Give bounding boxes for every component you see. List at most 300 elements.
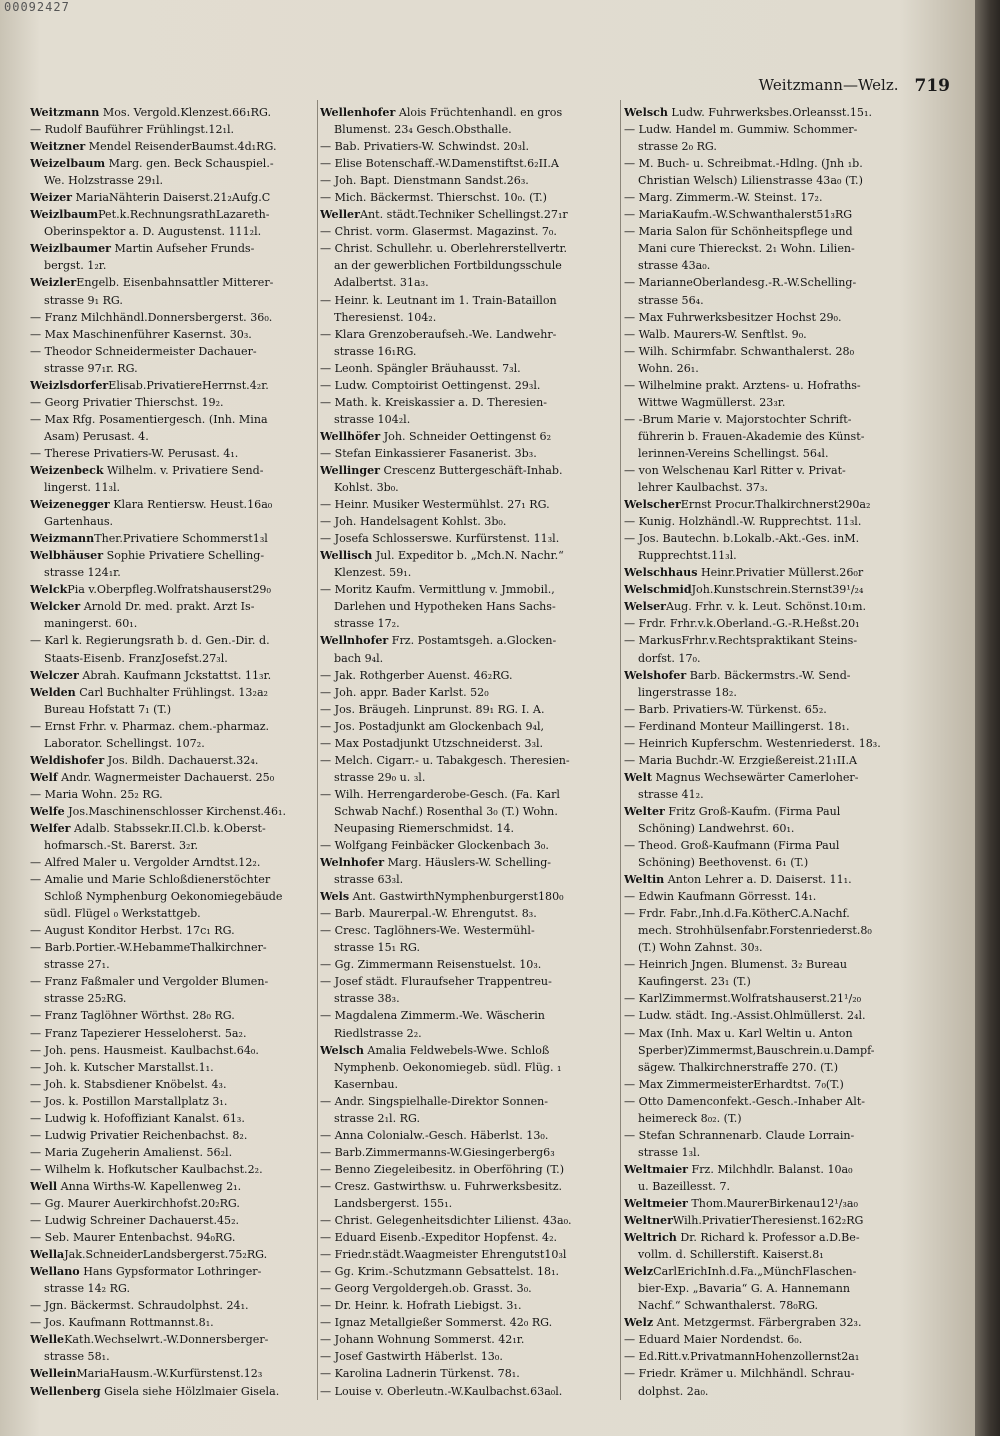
entry-line (30, 1042, 314, 1059)
entry-line (624, 513, 922, 530)
entry-line (30, 326, 314, 343)
entry-line (624, 1076, 922, 1093)
entry-text: Kaufingerst. 23₁ (T.) (638, 975, 751, 989)
entry-line (320, 803, 617, 820)
entry-text: strasse 29₀ u. ₃l. (334, 770, 426, 784)
entry-line (320, 240, 617, 257)
entry-line (624, 479, 922, 496)
entry-surname: Weizlbaum (30, 208, 99, 222)
entry-text: strasse 56₄. (638, 293, 704, 307)
entry-line (624, 496, 922, 513)
entry-line (624, 360, 922, 377)
entry-line (320, 922, 617, 939)
entry-text: lingerst. 11₃l. (44, 481, 121, 495)
entry-line (30, 854, 314, 871)
entry-line (320, 888, 617, 905)
entry-text: — Wilh. Herrengarderobe-Gesch. (Fa. Karl (320, 787, 560, 801)
entry-text: Engelb. Eisenbahnsattler Mitterer- (76, 276, 274, 290)
entry-text: — Heinr. Musiker Westermühlst. 27₁ RG. (320, 498, 550, 512)
entry-line (30, 803, 314, 820)
entry-line (320, 496, 617, 513)
directory-entry (624, 581, 922, 598)
entry-text: — Alfred Maler u. Vergolder Arndtst.12₂. (30, 856, 261, 870)
entry-text: Wittwe Wagmüllerst. 23₃r. (638, 395, 786, 409)
entry-surname: Weltmaier (624, 1162, 688, 1176)
entry-text: — Heinr. k. Leutnant im 1. Train-Bataillon (320, 293, 557, 307)
entry-surname: Wellnhofer (320, 634, 389, 648)
entry-text: — Edwin Kaufmann Görresst. 14₁. (624, 890, 817, 904)
entry-line (624, 939, 922, 956)
entry-text: — MariaKaufm.-W.Schwanthalerst51₃RG (624, 208, 853, 222)
entry-line (320, 1110, 617, 1127)
entry-text: — von Welschenau Karl Ritter v. Privat- (624, 463, 846, 477)
entry-line (30, 462, 314, 479)
entry-text: Landsbergerst. 155₁. (334, 1197, 453, 1210)
entry-line (30, 1246, 314, 1263)
entry-line (320, 292, 617, 309)
directory-entry (30, 206, 314, 240)
entry-text: Abrah. Kaufmann Jckstattst. 11₃r. (78, 668, 272, 682)
entry-text: — Math. k. Kreiskassier a. D. Theresien- (320, 395, 547, 409)
entry-text: an der gewerblichen Fortbildungsschule (334, 259, 562, 273)
entry-text: — Wolfgang Feinbäcker Glockenbach 3₀. (320, 839, 549, 853)
entry-text: — Frdr. Fabr.,Inh.d.Fa.KötherC.A.Nachf. (624, 907, 850, 921)
entry-line (30, 1195, 314, 1212)
entry-line (624, 581, 922, 598)
entry-line (30, 274, 314, 291)
entry-line (30, 564, 314, 581)
entry-text: — Amalie und Marie Schloßdienerstöchter (30, 873, 271, 887)
entry-line (624, 1246, 922, 1263)
entry-line (320, 547, 617, 564)
entry-text: strasse 104₂l. (334, 412, 411, 426)
entry-line (624, 1331, 922, 1348)
entry-line (30, 871, 314, 888)
entry-line (624, 598, 922, 615)
entry-text: Schloß Nymphenburg Oekonomiegebäude (44, 890, 283, 904)
entry-text: Dr. Richard k. Professor a.D.Be- (676, 1231, 860, 1245)
entry-line (320, 172, 617, 189)
entry-surname: Wellano (30, 1265, 80, 1279)
entry-text: Theresienst. 104₂. (334, 310, 437, 324)
directory-entry (30, 377, 314, 462)
entry-line (624, 1280, 922, 1297)
entry-line (30, 1348, 314, 1365)
entry-text: — Ludwig k. Hofoffiziant Kanalst. 61₃. (30, 1111, 245, 1125)
page-number: 719 (914, 76, 950, 96)
entry-text: — Joh. Handelsagent Kohlst. 3b₀. (320, 515, 507, 529)
entry-line (320, 121, 617, 138)
entry-text: MariaNähterin Daiserst.21₂Aufg.C (72, 191, 271, 205)
entry-surname: Weitzner (30, 140, 86, 154)
entry-line (624, 343, 922, 360)
entry-line (320, 479, 617, 496)
entry-line (624, 1042, 922, 1059)
entry-text: mech. Strohhülsenfabr.Forstenriederst.8₀ (638, 924, 872, 938)
page-header (740, 76, 950, 96)
entry-text: bergst. 1₂r. (44, 259, 107, 273)
entry-line (30, 684, 314, 701)
entry-line (624, 1144, 922, 1161)
entry-line (320, 1314, 617, 1331)
entry-surname: Welschhaus (624, 566, 698, 580)
entry-text: — Heinrich Jngen. Blumenst. 3₂ Bureau (624, 958, 847, 972)
directory-entry (624, 1314, 922, 1399)
directory-entry (30, 462, 314, 496)
directory-entry (30, 598, 314, 666)
entry-line (320, 684, 617, 701)
entry-surname: Welcker (30, 600, 81, 614)
entry-line (320, 1365, 617, 1382)
entry-text: Jul. Expeditor b. „Mch.N. Nachr.“ (372, 549, 564, 563)
entry-line (30, 1178, 314, 1195)
directory-entry (30, 820, 314, 1178)
entry-line (30, 1127, 314, 1144)
entry-line (320, 1161, 617, 1178)
entry-line (320, 155, 617, 172)
entry-text: — Andr. Singspielhalle-Direktor Sonnen- (320, 1094, 549, 1108)
column-divider (620, 100, 621, 1400)
entry-line (624, 189, 922, 206)
entry-text: sägew. Thalkirchnerstraffe 270. (T.) (638, 1060, 839, 1074)
entry-text: — Bab. Privatiers-W. Schwindst. 20₃l. (320, 140, 530, 154)
entry-text: Rupprechtst.11₃l. (638, 549, 737, 563)
entry-line (624, 309, 922, 326)
scan-id: 00092427 (4, 0, 70, 14)
entry-line (624, 684, 922, 701)
entry-line (624, 1025, 922, 1042)
entry-text: Kath.Wechselwrt.-W.Donnersberger- (64, 1333, 269, 1347)
entry-line (30, 445, 314, 462)
entry-text: — Franz Taglöhner Wörthst. 28₀ RG. (30, 1009, 235, 1023)
entry-surname: Welsch (320, 1043, 364, 1057)
entry-text: Schöning) Landwehrst. 60₁. (638, 821, 795, 835)
entry-line (30, 990, 314, 1007)
entry-line (320, 530, 617, 547)
entry-text: strasse 25₂RG. (44, 992, 127, 1006)
entry-line (624, 206, 922, 223)
entry-line (30, 343, 314, 360)
directory-entry (30, 1246, 314, 1263)
entry-text: strasse 38₃. (334, 992, 400, 1006)
entry-line (30, 1280, 314, 1297)
entry-text: — Johann Wohnung Sommerst. 42₁r. (320, 1333, 525, 1347)
entry-text: Mos. Vergold.Klenzest.66₁RG. (99, 106, 271, 119)
directory-entry (624, 598, 922, 666)
entry-line (320, 1348, 617, 1365)
entry-text: strasse 9₁ RG. (44, 293, 123, 307)
directory-entry (624, 1229, 922, 1263)
entry-line (624, 1093, 922, 1110)
page-edge (975, 0, 1000, 1436)
directory-entry (30, 803, 314, 820)
entry-line (320, 735, 617, 752)
entry-line (624, 769, 922, 786)
entry-text: (T.) Wohn Zahnst. 30₃. (638, 941, 763, 955)
entry-line (30, 632, 314, 649)
entry-text: Ther.Privatiere Schommerst1₃l (94, 532, 268, 546)
entry-line (320, 1195, 617, 1212)
entry-line (30, 718, 314, 735)
entry-line (624, 257, 922, 274)
entry-text: Pia v.Oberpfleg.Wolfratshauserst29₀ (67, 583, 271, 597)
entry-line (624, 411, 922, 428)
entry-line (624, 240, 922, 257)
entry-text: lingerstrasse 18₂. (638, 685, 737, 699)
entry-line (320, 445, 617, 462)
entry-line (320, 1246, 617, 1263)
entry-line (30, 377, 314, 394)
entry-surname: Welfe (30, 804, 65, 818)
entry-text: Oberinspektor a. D. Augustenst. 111₂l. (44, 225, 262, 239)
entry-line (624, 172, 922, 189)
directory-entry (30, 104, 314, 138)
entry-text: — Cresz. Gastwirthsw. u. Fuhrwerksbesitz. (320, 1179, 563, 1193)
entry-line (624, 394, 922, 411)
entry-text: — Max Postadjunkt Utzschneiderst. 3₃l. (320, 736, 544, 750)
directory-entry (624, 667, 922, 769)
entry-line (320, 462, 617, 479)
entry-text: — Ernst Frhr. v. Pharmaz. chem.-pharmaz. (30, 719, 270, 733)
entry-surname: Welshofer (624, 668, 687, 682)
directory-entry (30, 496, 314, 530)
entry-line (624, 1383, 922, 1400)
entry-line (30, 905, 314, 922)
entry-line (320, 1229, 617, 1246)
entry-line (30, 172, 314, 189)
entry-text: — Ludw. städt. Ing.-Assist.Ohlmüllerst. 2₄l. (624, 1009, 866, 1023)
entry-text: — Anna Colonialw.-Gesch. Häberlst. 13₀. (320, 1128, 549, 1142)
entry-surname: Welck (30, 583, 68, 597)
entry-line (624, 121, 922, 138)
column-2 (320, 104, 617, 1404)
entry-text: — Ludwig Schreiner Dachauerst.45₂. (30, 1214, 240, 1228)
entry-text: — Otto Damenconfekt.-Gesch.-Inhaber Alt- (624, 1094, 866, 1108)
entry-text: Wilhelm. v. Privatiere Send- (103, 463, 264, 477)
entry-line (30, 1212, 314, 1229)
entry-text: — Theod. Groß-Kaufmann (Firma Paul (624, 839, 840, 853)
entry-text: Sophie Privatiere Schelling- (103, 549, 265, 563)
entry-text: — Cresc. Taglöhners-We. Westermühl- (320, 924, 535, 938)
entry-text: — Max (Inh. Max u. Karl Weltin u. Anton (624, 1026, 853, 1040)
entry-line (30, 667, 314, 684)
entry-line (30, 1110, 314, 1127)
entry-line (624, 530, 922, 547)
entry-text: Ant. städt.Techniker Schellingst.27₁r (359, 208, 568, 222)
entry-text: Schöning) Beethovenst. 6₁ (T.) (638, 856, 809, 870)
entry-surname: Weizer (30, 191, 73, 205)
entry-text: Heinr.Privatier Müllerst.26₀r (697, 566, 864, 580)
entry-text: Schwab Nachf.) Rosenthal 3₀ (T.) Wohn. (334, 804, 558, 818)
entry-text: — Leonh. Spängler Bräuhausst. 7₃l. (320, 361, 521, 375)
entry-line (320, 1144, 617, 1161)
entry-text: — Max ZimmermeisterErhardtst. 7₀(T.) (624, 1077, 844, 1091)
entry-text: — Barb.Portier.-W.HebammeThalkirchner- (30, 941, 267, 955)
entry-text: strasse 2₀ RG. (638, 140, 717, 154)
entry-text: Adalb. Stabssekr.II.Cl.b. k.Oberst- (70, 821, 266, 835)
entry-text: Sperber)Zimmermst,Bauschrein.u.Dampf- (638, 1043, 875, 1057)
entry-text: — Jos. Postadjunkt am Glockenbach 9₄l, (320, 719, 545, 733)
entry-text: Alois Früchtenhandl. en gros (395, 106, 563, 119)
entry-line (624, 1161, 922, 1178)
entry-text: Aug. Frhr. v. k. Leut. Schönst.10₁m. (665, 600, 867, 614)
entry-line (624, 1229, 922, 1246)
directory-entry (320, 104, 617, 206)
directory-entry (30, 530, 314, 547)
entry-line (30, 1161, 314, 1178)
entry-text: bier-Exp. „Bavaria“ G. A. Hannemann (638, 1282, 850, 1296)
directory-entry (624, 1263, 922, 1314)
entry-line (320, 905, 617, 922)
directory-entry (624, 1195, 922, 1212)
directory-entry (624, 803, 922, 871)
entry-surname: Welser (624, 600, 666, 614)
entry-text: — Josefa Schlosserswe. Kurfürstenst. 11₃l. (320, 532, 560, 546)
entry-surname: Welfer (30, 821, 71, 835)
entry-text: — Elise Botenschaff.-W.Damenstiftst.6₂II.A (320, 157, 559, 171)
entry-text: strasse 16₁RG. (334, 344, 417, 358)
entry-line (624, 1059, 922, 1076)
entry-line (320, 1280, 617, 1297)
entry-line (624, 956, 922, 973)
entry-surname: Weller (320, 208, 360, 222)
entry-line (624, 1263, 922, 1280)
entry-text: — Gg. Maurer Auerkirchhofst.20₂RG. (30, 1197, 240, 1210)
entry-line (320, 1212, 617, 1229)
entry-text: — Barb.Zimmermanns-W.Giesingerberg6₃ (320, 1145, 555, 1159)
entry-text: — Jos. Bräugeh. Linprunst. 89₁ RG. I. A. (320, 702, 545, 716)
entry-text: strasse 63₃l. (334, 873, 404, 887)
entry-text: — Gg. Krim.-Schutzmann Gebsattelst. 18₁. (320, 1265, 560, 1279)
entry-text: Blumenst. 23₄ Gesch.Obsthalle. (334, 123, 512, 137)
entry-text: — Mich. Bäckermst. Thierschst. 10₀. (T.) (320, 191, 548, 205)
entry-line (624, 871, 922, 888)
entry-line (30, 837, 314, 854)
directory-entry (624, 564, 922, 581)
entry-text: — Dr. Heinr. k. Hofrath Liebigst. 3₁. (320, 1299, 522, 1313)
entry-surname: Welter (624, 804, 665, 818)
entry-text: — Maria Salon für Schönheitspflege und (624, 225, 853, 239)
entry-line (30, 530, 314, 547)
entry-text: — Josef städt. Fluraufseher Trappentreu- (320, 975, 552, 989)
entry-text: — Joh. Bapt. Dienstmann Sandst.26₃. (320, 174, 529, 188)
entry-text: strasse 41₂. (638, 787, 704, 801)
entry-surname: Weltmeier (624, 1197, 688, 1210)
entry-line (320, 1383, 617, 1400)
entry-line (30, 1297, 314, 1314)
entry-line (30, 394, 314, 411)
entry-line (30, 104, 314, 121)
entry-line (624, 837, 922, 854)
entry-line (30, 496, 314, 513)
entry-line (320, 223, 617, 240)
entry-line (624, 615, 922, 632)
entry-surname: Weizler (30, 276, 77, 290)
entry-line (624, 104, 922, 121)
entry-line (624, 1314, 922, 1331)
entry-text: Anna Wirths-W. Kapellenweg 2₁. (57, 1179, 242, 1193)
entry-line (30, 701, 314, 718)
entry-line (30, 581, 314, 598)
entry-line (320, 973, 617, 990)
entry-text: — Franz Faßmaler und Vergolder Blumen- (30, 975, 269, 989)
entry-line (320, 1007, 617, 1024)
entry-text: — Walb. Maurers-W. Senftlst. 9₀. (624, 327, 807, 341)
entry-text: strasse 15₁ RG. (334, 941, 420, 955)
entry-line (320, 956, 617, 973)
entry-text: — Klara Grenzoberaufseh.-We. Landwehr- (320, 327, 557, 341)
entry-line (320, 428, 617, 445)
entry-surname: Welle (30, 1333, 65, 1347)
entry-text: — Barb. Privatiers-W. Türkenst. 65₂. (624, 702, 827, 716)
directory-entry (320, 632, 617, 854)
entry-line (30, 1314, 314, 1331)
directory-entry (30, 752, 314, 769)
entry-text: — Wilhelm k. Hofkutscher Kaulbachst.2₂. (30, 1162, 263, 1176)
entry-text: Magnus Wechsewärter Camerloher- (651, 770, 859, 784)
entry-text: Gisela siehe Hölzlmaier Gisela. (100, 1384, 280, 1398)
entry-text: — Ed.Ritt.v.PrivatmannHohenzollernst2a₁ (624, 1350, 860, 1364)
entry-line (624, 1178, 922, 1195)
entry-line (320, 564, 617, 581)
entry-text: — Ignaz Metallgießer Sommerst. 42₀ RG. (320, 1316, 553, 1330)
entry-text: Nymphenb. Oekonomiegeb. südl. Flüg. ₁ (334, 1060, 562, 1074)
entry-text: maningerst. 60₁. (44, 617, 138, 631)
entry-text: lehrer Kaulbachst. 37₃. (638, 481, 768, 495)
directory-entry (30, 274, 314, 376)
entry-text: Thom.MaurerBirkenau12¹/₃a₀ (687, 1197, 858, 1210)
entry-line (30, 155, 314, 172)
entry-text: — Ludwig Privatier Reichenbachst. 8₂. (30, 1128, 248, 1142)
entry-text: Hans Gypsformator Lothringer- (79, 1265, 262, 1279)
entry-line (624, 138, 922, 155)
entry-line (30, 1229, 314, 1246)
entry-line (320, 257, 617, 274)
entry-text: — Max Maschinenführer Kasernst. 30₃. (30, 327, 252, 341)
entry-text: Staats-Eisenb. FranzJosefst.27₃l. (44, 651, 228, 665)
entry-line (624, 445, 922, 462)
entry-text: — Wilhelmine prakt. Arztens- u. Hofraths- (624, 378, 861, 392)
entry-line (624, 223, 922, 240)
entry-text: — Melch. Cigarr.- u. Tabakgesch. Theresien- (320, 753, 570, 767)
entry-text: Arnold Dr. med. prakt. Arzt Is- (80, 600, 255, 614)
entry-line (320, 786, 617, 803)
entry-surname: Weitzmann (30, 106, 100, 119)
entry-text: Ant. Metzgermst. Färbergraben 32₃. (653, 1316, 862, 1330)
entry-surname: Weizmann (30, 532, 95, 546)
entry-surname: Weizelbaum (30, 157, 106, 171)
directory-entry (624, 871, 922, 1161)
entry-surname: Welt (624, 770, 652, 784)
entry-surname: Wellisch (320, 549, 373, 563)
entry-line (624, 274, 922, 291)
entry-line (624, 326, 922, 343)
entry-line (624, 905, 922, 922)
entry-text: — Theodor Schneidermeister Dachauer- (30, 344, 257, 358)
entry-line (320, 632, 617, 649)
entry-line (30, 615, 314, 632)
entry-text: Adalbertst. 31a₃. (334, 276, 429, 290)
entry-line (30, 138, 314, 155)
entry-line (30, 973, 314, 990)
entry-line (320, 360, 617, 377)
entry-line (30, 939, 314, 956)
entry-text: Fritz Groß-Kaufm. (Firma Paul (664, 804, 841, 818)
entry-text: — Moritz Kaufm. Vermittlung v. Jmmobil., (320, 583, 555, 597)
entry-text: Mani cure Thiereckst. 2₁ Wohn. Lilien- (638, 242, 855, 256)
entry-text: Darlehen und Hypotheken Hans Sachs- (334, 600, 556, 614)
entry-text: — Karl k. Regierungsrath b. d. Gen.-Dir. d. (30, 634, 270, 648)
